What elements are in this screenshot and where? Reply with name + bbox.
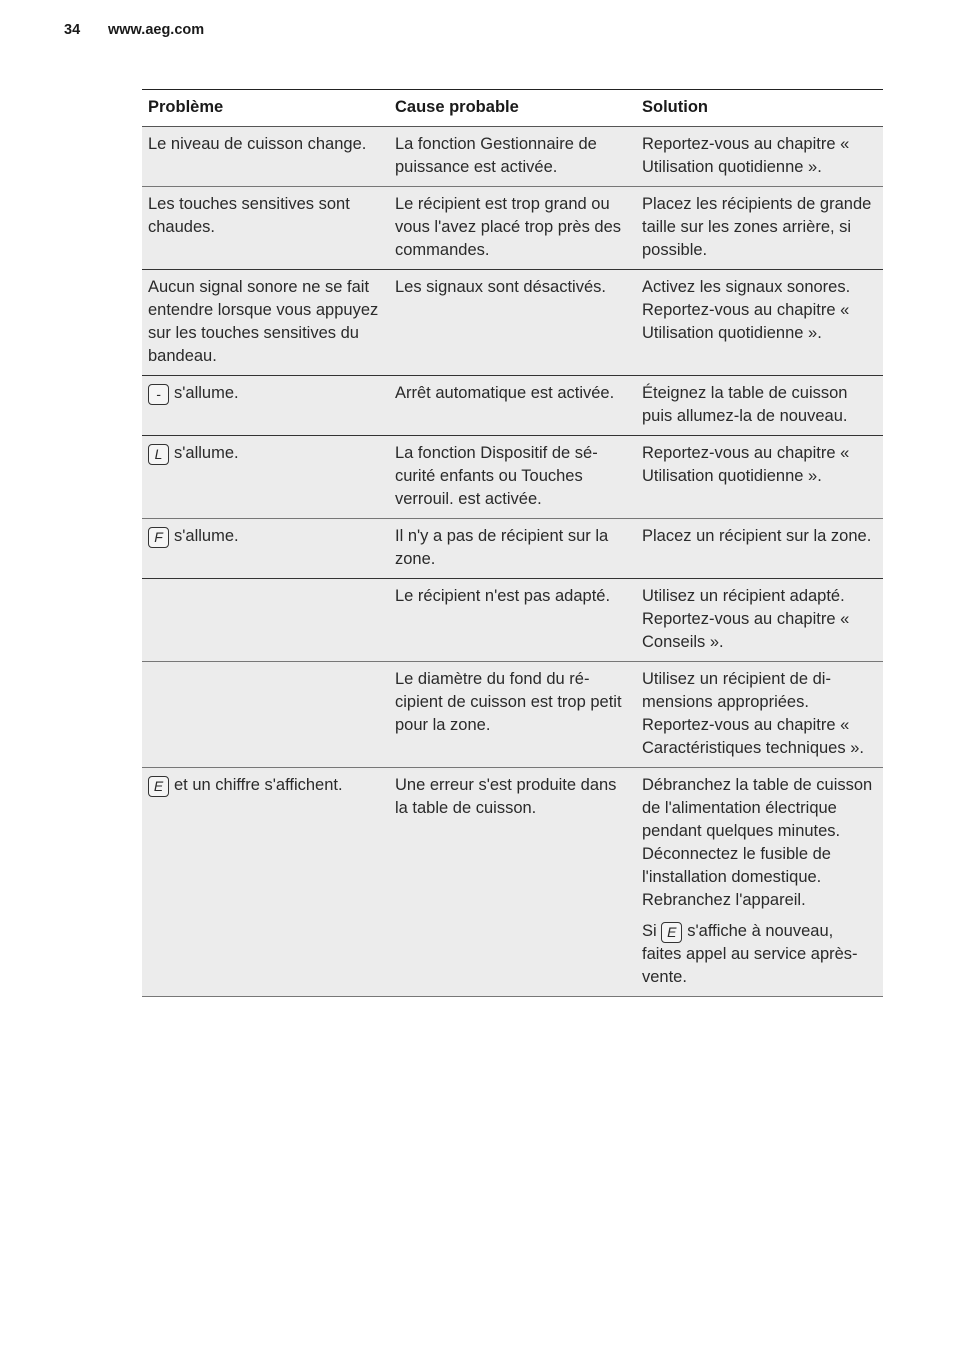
table-row — [142, 662, 883, 768]
solution-cell: Reportez-vous au chapitre « Utilisation quotidienne ». — [636, 436, 883, 519]
cause-cell: Le récipient n'est pas adapté. — [389, 579, 636, 662]
problem-text: Le niveau de cuisson change. — [148, 135, 367, 153]
table-row — [142, 579, 883, 662]
error-e-symbol-icon: E — [148, 776, 169, 797]
solution-cell — [636, 768, 883, 997]
column-header-cause: Cause probable — [389, 90, 636, 127]
table-row — [142, 127, 883, 187]
problem-cell — [142, 436, 389, 519]
solution-cell: Utilisez un récipient de dimensions appropriées. Reportez-vous au chapitre « Caractéristiques techniques ». — [636, 662, 883, 768]
solution-cell: Activez les signaux sonores. Reportez-vous au chapitre « Utilisation quotidienne ». — [636, 270, 883, 376]
table-row — [142, 436, 883, 519]
cause-cell: Le diamètre du fond du récipient de cuisson est trop petit pour la zone. — [389, 662, 636, 768]
problem-cell — [142, 662, 389, 768]
problem-text: s'allume. — [174, 384, 239, 402]
error-e-symbol-icon: E — [661, 922, 682, 943]
problem-cell — [142, 768, 389, 997]
table-row — [142, 270, 883, 376]
cause-cell: Le récipient est trop grand ou vous l'avez placé trop près des commandes. — [389, 187, 636, 270]
page-header — [64, 22, 204, 38]
problem-cell — [142, 519, 389, 579]
problem-text: et un chiffre s'affichent. — [174, 776, 343, 794]
table-row — [142, 187, 883, 270]
f-symbol-icon: F — [148, 527, 169, 548]
problem-text: s'allume. — [174, 444, 239, 462]
solution-paragraph: Débranchez la table de cuisson de l'alimentation électrique pendant quelques minutes. Déconnectez le fusible de l'installation domestique. Rebranchez l'appareil. — [642, 776, 873, 909]
problem-text: Aucun signal sonore ne se fait entendre lorsque vous appuyez sur les touches sensitives du bandeau. — [148, 278, 379, 365]
problem-text: s'allume. — [174, 527, 239, 545]
problem-cell — [142, 127, 389, 187]
cause-cell: La fonction Gestionnaire de puissance est activée. — [389, 127, 636, 187]
column-header-solution: Solution — [636, 90, 883, 127]
problem-cell — [142, 376, 389, 436]
solution-prefix: Si — [642, 922, 657, 940]
page-number: 34 — [64, 22, 81, 38]
table-row — [142, 768, 883, 997]
problem-text: Les touches sensitives sont chaudes. — [148, 195, 350, 236]
problem-cell — [142, 579, 389, 662]
solution-cell: Éteignez la table de cuisson puis allumez-la de nouveau. — [636, 376, 883, 436]
troubleshooting-table — [142, 89, 883, 997]
cause-cell: Une erreur s'est produite dans la table de cuisson. — [389, 768, 636, 997]
problem-cell — [142, 187, 389, 270]
cause-cell: Les signaux sont désactivés. — [389, 270, 636, 376]
problem-cell — [142, 270, 389, 376]
solution-cell: Placez un récipient sur la zone. — [636, 519, 883, 579]
table-header-row — [142, 90, 883, 127]
table-row — [142, 519, 883, 579]
site-url: www.aeg.com — [108, 22, 205, 38]
cause-cell: Il n'y a pas de récipient sur la zone. — [389, 519, 636, 579]
solution-cell: Utilisez un récipient adapté. Reportez-vous au chapitre « Conseils ». — [636, 579, 883, 662]
solution-paragraph — [642, 920, 877, 989]
cause-cell: Arrêt automatique est activée. — [389, 376, 636, 436]
dash-symbol-icon: - — [148, 384, 169, 405]
column-header-problem: Problème — [142, 90, 389, 127]
solution-suffix: s'affiche à nouveau, faites appel au service après-vente. — [642, 922, 858, 986]
table-row — [142, 376, 883, 436]
lock-l-symbol-icon: L — [148, 444, 169, 465]
cause-cell: La fonction Dispositif de sécurité enfants ou Touches verrouil. est activée. — [389, 436, 636, 519]
solution-cell: Reportez-vous au chapitre « Utilisation quotidienne ». — [636, 127, 883, 187]
solution-cell: Placez les récipients de grande taille sur les zones arrière, si possible. — [636, 187, 883, 270]
